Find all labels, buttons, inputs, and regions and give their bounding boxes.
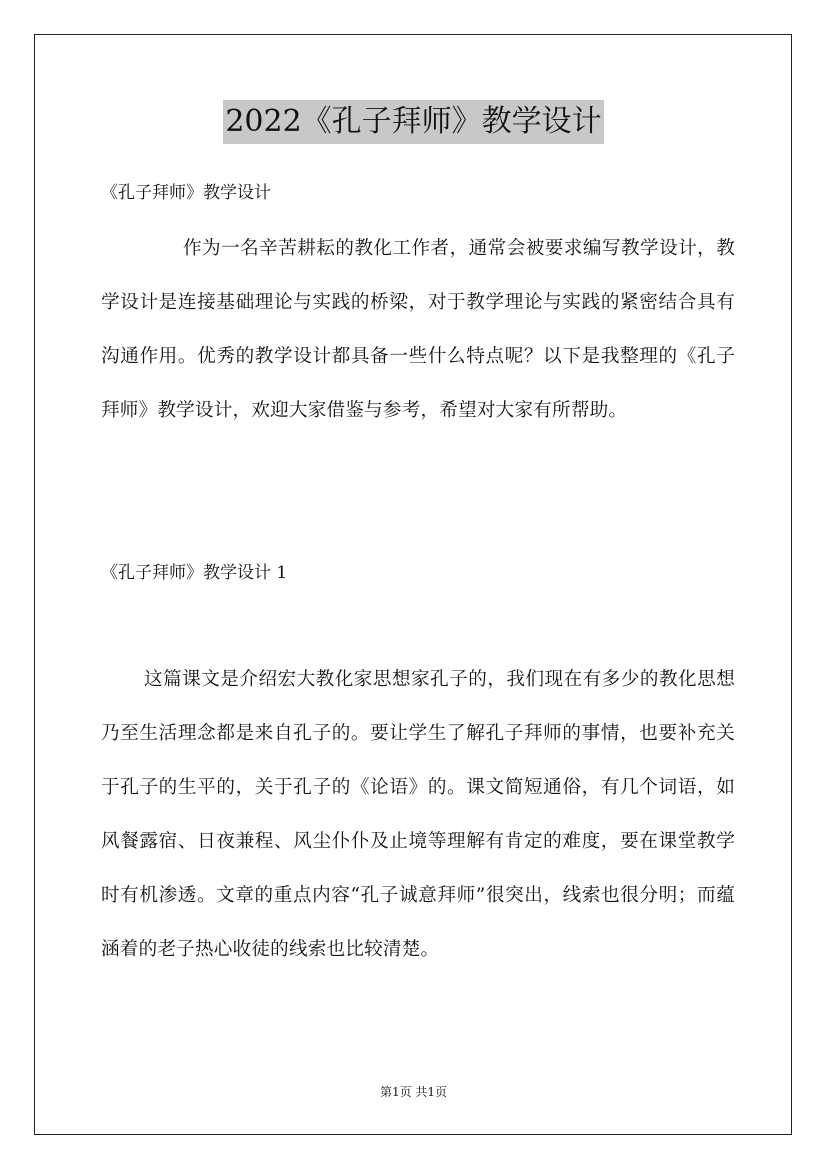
intro-paragraph: 作为一名辛苦耕耘的教化工作者，通常会被要求编写教学设计，教学设计是连接基础理论与实践的桥梁，对于教学理论与实践的紧密结合具有沟通作用。优秀的教学设计都具备一些什么特点呢？以下是我整理的《孔子拜师》教学设计，欢迎大家借鉴与参考，希望对大家有所帮助。 bbox=[101, 238, 735, 421]
document-subtitle: 《孔子拜师》教学设计 bbox=[101, 183, 271, 203]
document-title bbox=[0, 100, 827, 144]
page-footer: 第1页 共1页 bbox=[379, 1085, 448, 1099]
section-paragraph: 这篇课文是介绍宏大教化家思想家孔子的，我们现在有多少的教化思想乃至生活理念都是来自孔子的。要让学生了解孔子拜师的事情，也要补充关于孔子的生平的，关于孔子的《论语》的。课文简短通俗，有几个词语，如风餐露宿、日夜兼程、风尘仆仆及止境等理解有肯定的难度，要在课堂教学时有机渗透。文章的重点内容“孔子诚意拜师”很突出，线索也很分明；而蕴涵着的老子热心收徒的线索也比较清楚。 bbox=[101, 669, 735, 960]
document-title-text: 2022《孔子拜师》教学设计 bbox=[223, 100, 603, 144]
section-heading: 《孔子拜师》教学设计 1 bbox=[101, 563, 288, 583]
